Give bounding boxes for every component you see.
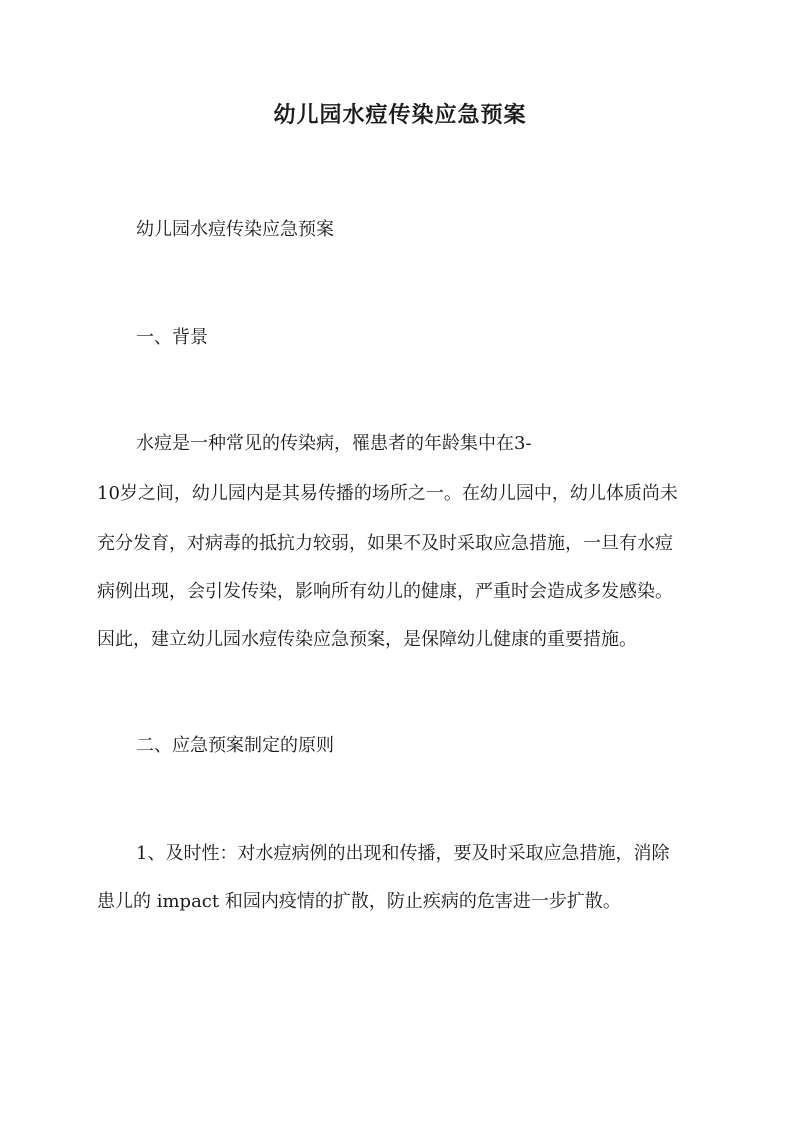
section-heading-background: 一、背景 [136,327,208,348]
paragraph-line: 充分发育，对病毒的抵抗力较弱，如果不及时采取应急措施，一旦有水痘 [97,533,673,554]
paragraph-line: 10岁之间，幼儿园内是其易传播的场所之一。在幼儿园中，幼儿体质尚未 [97,483,678,504]
section-heading-principles: 二、应急预案制定的原则 [136,735,334,756]
paragraph-line: 1、及时性：对水痘病例的出现和传播，要及时采取应急措施，消除 [136,843,670,864]
document-subtitle: 幼儿园水痘传染应急预案 [136,219,334,240]
paragraph-line: 患儿的 impact 和园内疫情的扩散，防止疾病的危害进一步扩散。 [97,891,621,912]
paragraph-line: 水痘是一种常见的传染病，罹患者的年龄集中在3- [136,433,532,454]
document-title: 幼儿园水痘传染应急预案 [273,102,527,128]
paragraph-line: 病例出现，会引发传染，影响所有幼儿的健康，严重时会造成多发感染。 [97,581,673,602]
paragraph-line: 因此，建立幼儿园水痘传染应急预案，是保障幼儿健康的重要措施。 [97,629,637,650]
